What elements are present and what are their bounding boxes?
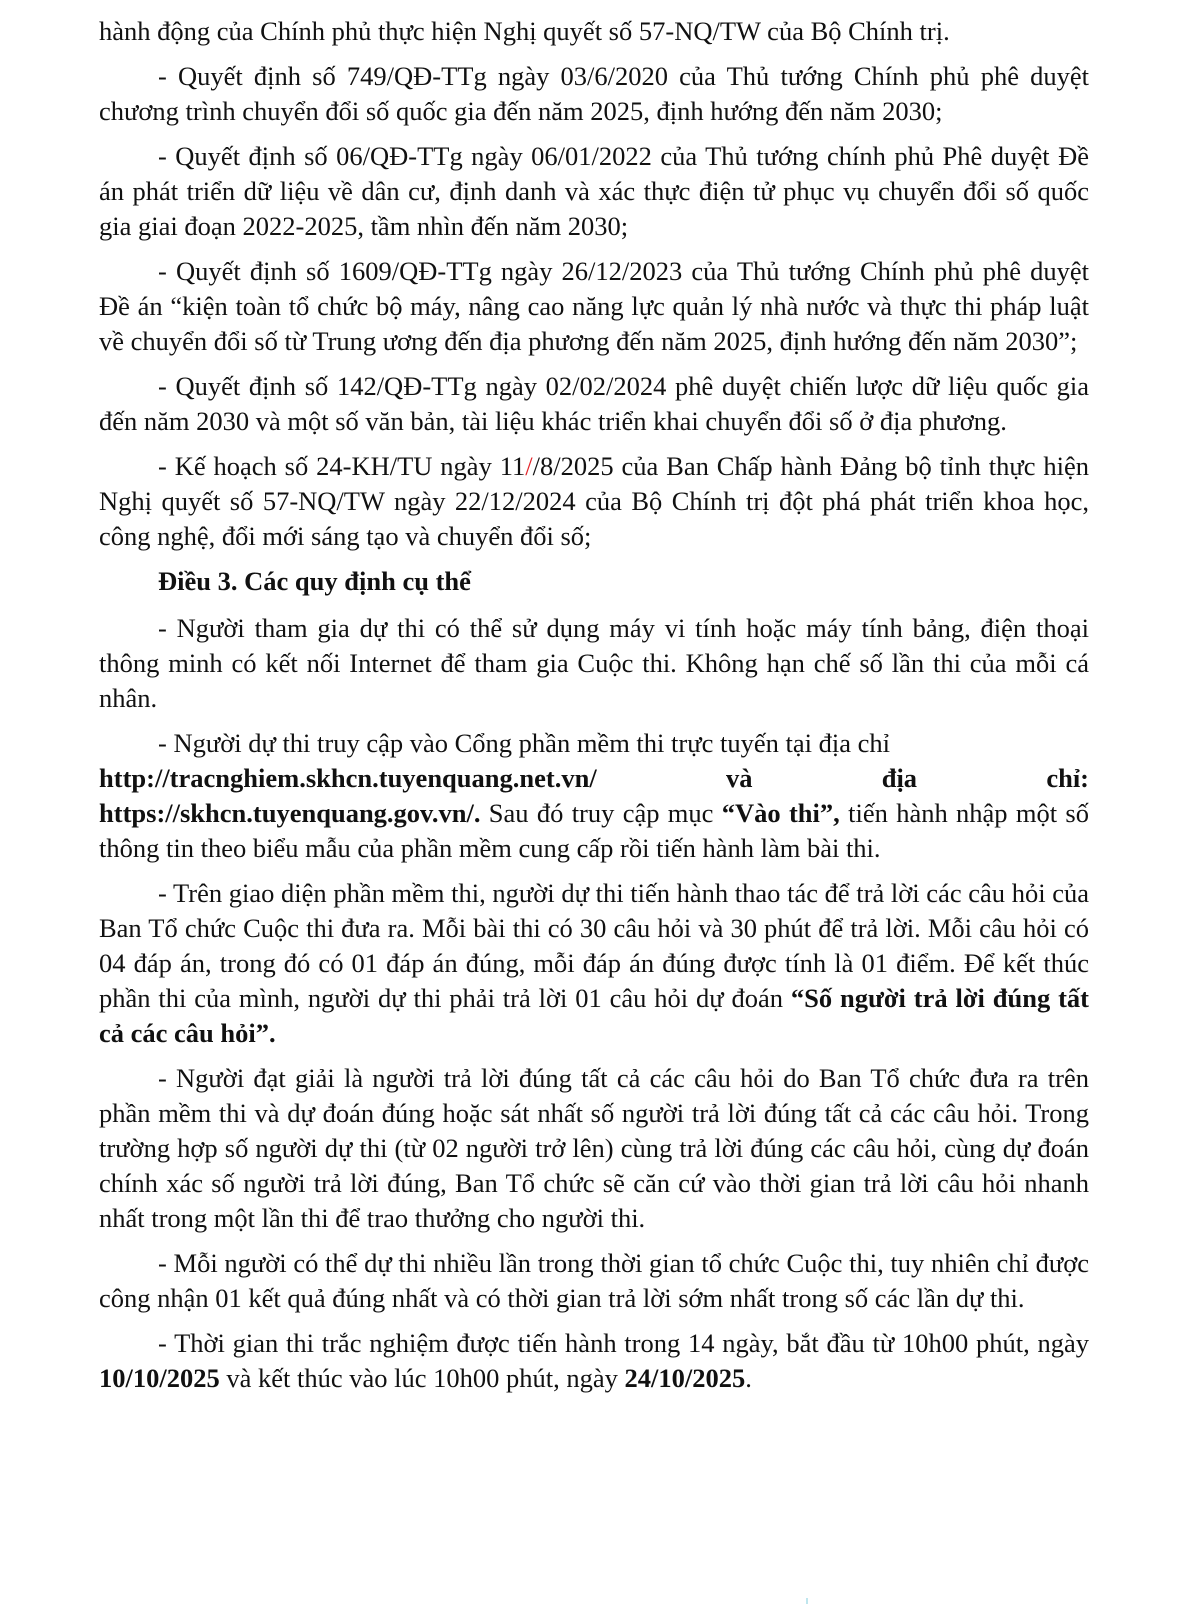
plan-text-after: /8/2025 của Ban Chấp hành Đảng bộ tỉnh thực hiện Nghị quyết số 57-NQ/TW ngày 22/12/2024 của Bộ Chính trị đột phá phát triển khoa học, công nghệ, đổi mới sáng tạo và chuyển đổi số; [99, 451, 1089, 551]
paragraph-decision-142: - Quyết định số 142/QĐ-TTg ngày 02/02/2024 phê duyệt chiến lược dữ liệu quốc gia đến năm 2030 và một số văn bản, tài liệu khác triển khai chuyển đổi số ở địa phương. [99, 371, 1089, 436]
address-word-2: chỉ: [1046, 763, 1089, 793]
access-tail-text: tiến hành nhập một số thông tin theo biểu mẫu của phần mềm cung cấp rồi tiến hành làm bài thi. [99, 798, 1089, 863]
access-intro: - Người dự thi truy cập vào Cổng phần mềm thi trực tuyến tại địa chỉ [158, 728, 890, 758]
period-text-1: - Thời gian thi trắc nghiệm được tiến hành trong 14 ngày, bắt đầu từ 10h00 phút, ngày [158, 1328, 1089, 1358]
scan-artifact [806, 1598, 808, 1604]
paragraph-plan-24 [99, 449, 1089, 554]
menu-enter-exam: “Vào thi”, [721, 798, 840, 828]
paragraph-decision-06: - Quyết định số 06/QĐ-TTg ngày 06/01/2022 của Thủ tướng chính phủ Phê duyệt Đề án phát triển dữ liệu về dân cư, định danh và xác thực điện tử phục vụ chuyển đổi số quốc gia giai đoạn 2022-2025, tầm nhìn đến năm 2030; [99, 141, 1089, 241]
access-mid-text: Sau đó truy cập mục [480, 798, 722, 828]
url-line [99, 761, 1089, 796]
paragraph-devices: - Người tham gia dự thi có thể sử dụng máy vi tính hoặc máy tính bảng, điện thoại thông minh có kết nối Internet để tham gia Cuộc thi. Không hạn chế số lần thi của mỗi cá nhân. [99, 613, 1089, 713]
paragraph-intro: hành động của Chính phủ thực hiện Nghị quyết số 57-NQ/TW của Bộ Chính trị. [99, 16, 950, 46]
and-word: và [725, 763, 753, 793]
exam-interface-text: - Trên giao diện phần mềm thi, người dự thi tiến hành thao tác để trả lời các câu hỏi của Ban Tổ chức Cuộc thi đưa ra. Mỗi bài thi có 30 câu hỏi và 30 phút để trả lời. Mỗi câu hỏi có 04 đáp án, trong đó có 01 đáp án đúng, mỗi đáp án đúng được tính là 01 điểm. Để kết thúc phần thi của mình, người dự thi phải trả lời 01 câu hỏi dự đoán [99, 878, 1089, 1013]
paragraph-winners: - Người đạt giải là người trả lời đúng tất cả các câu hỏi do Ban Tổ chức đưa ra trên phần mềm thi và dự đoán đúng hoặc sát nhất số người trả lời đúng tất cả các câu hỏi. Trong trường hợp số người dự thi (từ 02 người trở lên) cùng trả lời đúng các câu hỏi, cùng dự đoán chính xác số người trả lời đúng, Ban Tổ chức sẽ căn cứ vào thời gian trả lời câu hỏi nhanh nhất trong một lần thi để trao thưởng cho người thi. [99, 1063, 1089, 1233]
paragraph-exam-interface [99, 876, 1089, 1051]
portal-url-2[interactable]: https://skhcn.tuyenquang.gov.vn/. [99, 798, 481, 828]
paragraph-decision-749: - Quyết định số 749/QĐ-TTg ngày 03/6/2020 của Thủ tướng Chính phủ phê duyệt chương trình chuyển đổi số quốc gia đến năm 2025, định hướng đến năm 2030; [99, 61, 1089, 126]
period-text-2: và kết thúc vào lúc 10h00 phút, ngày [219, 1363, 625, 1393]
end-date: 24/10/2025 [624, 1363, 746, 1393]
paragraph-decision-1609: - Quyết định số 1609/QĐ-TTg ngày 26/12/2023 của Thủ tướng Chính phủ phê duyệt Đề án “kiện toàn tổ chức bộ máy, nâng cao năng lực quản lý nhà nước và thực thi pháp luật về chuyển đổi số từ Trung ương đến địa phương đến năm 2025, định hướng đến năm 2030”; [99, 256, 1089, 356]
paragraph-multiple-attempts: - Mỗi người có thể dự thi nhiều lần trong thời gian tổ chức Cuộc thi, tuy nhiên chỉ được công nhận 01 kết quả đúng nhất và có thời gian trả lời sớm nhất trong số các lần dự thi. [99, 1248, 1089, 1313]
prediction-question: “Số người trả lời đúng tất cả các câu hỏi”. [99, 983, 1090, 1048]
document-page [99, 14, 1089, 1406]
paragraph-access-portal [99, 726, 1089, 866]
paragraph-exam-period [99, 1326, 1089, 1396]
address-word: địa [881, 763, 918, 793]
access-details [99, 796, 1089, 866]
portal-url-1[interactable]: http://tracnghiem.skhcn.tuyenquang.net.vn/ [99, 763, 597, 793]
start-date: 10/10/2025 [99, 1363, 220, 1393]
section-heading-article-3: Điều 3. Các quy định cụ thể [158, 566, 471, 596]
period-text-3: . [745, 1363, 752, 1393]
plan-text-before: - Kế hoạch số 24-KH/TU ngày 11 [158, 451, 526, 481]
red-slash-mark: / [525, 451, 533, 481]
